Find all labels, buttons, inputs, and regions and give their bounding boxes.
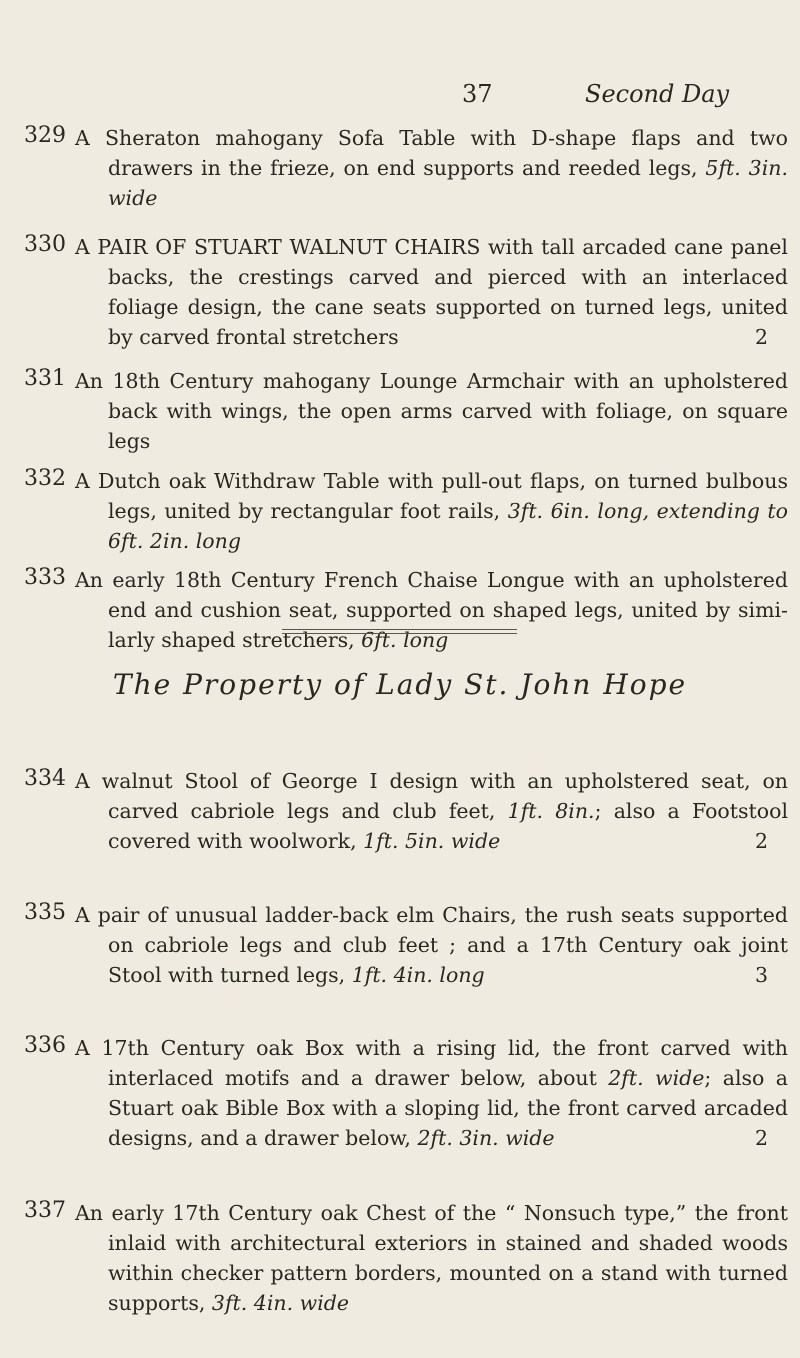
lot-number: 335 <box>24 900 66 925</box>
lot-number: 331 <box>24 366 66 391</box>
lot-text: A 17th Century oak Box with a rising lid, the front carved with interlaced motifs and a drawer below, about <box>75 1036 788 1090</box>
lot-number: 333 <box>24 565 66 590</box>
lot-number: 330 <box>24 232 66 257</box>
lot-number: 336 <box>24 1033 66 1058</box>
lot-text: A Sheraton mahogany Sofa Table with D-shape flaps and two drawers in the frieze, on end supports and reeded legs, <box>75 126 788 180</box>
lot-dimensions: 1ft. 8in. <box>507 799 595 823</box>
lot-dimensions: 3ft. 6in. long, extending to 6ft. 2in. long <box>108 499 788 553</box>
page-number: 37 <box>462 80 493 108</box>
lot-dimensions: 2ft. wide <box>608 1066 705 1090</box>
lot-text: An early 17th Century oak Chest of the “ Nonsuch type,” the front inlaid with architectural exteriors in stained and shaded woods within checker pattern borders, mounted on a stand with turned supports, <box>75 1201 788 1315</box>
lot-text: An early 18th Century French Chaise Longue with an upholstered end and cushion seat, supported on shaped legs, united by simi-larly shaped stretchers, <box>75 568 788 652</box>
lot-dimensions: 3ft. 4in. wide <box>211 1291 349 1315</box>
lot-text: A walnut Stool of George I design with an upholstered seat, on carved cabriole legs and club feet, <box>75 769 788 823</box>
lot-description: A PAIR OF STUART WALNUT CHAIRS with tall arcaded cane panel backs, the crestings carved and pierced with an interlaced foliage design, the cane seats supported on turned legs, united by carved frontal stretchers 2 <box>75 235 788 349</box>
section-divider <box>282 629 517 634</box>
lot-text: A Dutch oak Withdraw Table with pull-out flaps, on turned bulbous legs, united by rectangular foot rails, <box>75 469 788 523</box>
lot-description <box>75 366 788 456</box>
lot-number: 337 <box>24 1198 66 1223</box>
lot-description <box>75 123 788 213</box>
lot-text: ; also a Footstool covered with woolwork, <box>108 799 788 853</box>
lot-text: A PAIR OF STUART WALNUT CHAIRS with tall arcaded cane panel backs, the crestings carved and pierced with an interlaced foliage design, the cane seats supported on turned legs, united by carved frontal stretchers <box>75 235 788 349</box>
lot-number: 334 <box>24 766 66 791</box>
lot-description: A pair of unusual ladder-back elm Chairs, the rush seats supported on cabriole legs and club feet ; and a 17th Century oak joint Stool with turned legs, 1ft. 4in. long 3 <box>75 903 788 987</box>
lot-description <box>75 466 788 556</box>
lot-text: An 18th Century mahogany Lounge Armchair with an upholstered back with wings, the open arms carved with foliage, on square legs <box>75 369 788 453</box>
lot-description <box>75 1198 788 1318</box>
lot-description <box>75 565 788 655</box>
lot-number: 329 <box>24 123 66 148</box>
section-label: Second Day <box>585 80 730 108</box>
lot-number: 332 <box>24 466 66 491</box>
lot-dimensions: 6ft. long <box>361 628 449 652</box>
lot-text: A pair of unusual ladder-back elm Chairs, the rush seats supported on cabriole legs and club feet ; and a 17th Century oak joint Stool with turned legs, <box>75 903 788 987</box>
lot-description: A walnut Stool of George I design with an upholstered seat, on carved cabriole legs and club feet, 1ft. 8in.; also a Footstool covered with woolwork, 1ft. 5in. wide 2 <box>75 769 788 853</box>
lot-dimensions: 1ft. 4in. long <box>351 963 485 987</box>
lot-dimensions: 2ft. 3in. wide <box>417 1126 555 1150</box>
lot-description: A 17th Century oak Box with a rising lid, the front carved with interlaced motifs and a drawer below, about 2ft. wide; also a Stuart oak Bible Box with a sloping lid, the front carved arcaded designs, and a drawer below, 2ft. 3in. wide 2 <box>75 1036 788 1150</box>
lot-dimensions: 1ft. 5in. wide <box>363 829 501 853</box>
lot-text: ; also a Stuart oak Bible Box with a sloping lid, the front carved arcaded designs, and a drawer below, <box>108 1066 788 1150</box>
lot-dimensions: 5ft. 3in. wide <box>108 156 788 210</box>
property-heading: The Property of Lady St. John Hope <box>112 668 688 701</box>
